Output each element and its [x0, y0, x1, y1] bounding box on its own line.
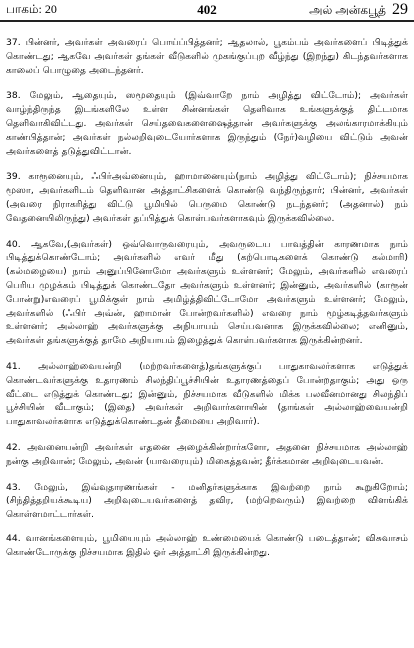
page-number: 402	[197, 2, 217, 17]
part-label: பாகம்: 20	[6, 2, 57, 16]
verse-40: 40. ஆகவே,(அவர்கள்) ஒவ்வொருவரையும், அவருடைய பாவத்தின் காரணமாக நாம் பிடித்துக்கொண்டோம்; அவர்களில் எவர் மீது (கற்பொடிகளைக் கொண்டு கல்மாரி) (கல்மழையை) நாம் அனுப்பினோமோ அவர்களும் உள்ளனர்; மேலும், அவர்களில் எவரைப் பெரிய முழக்கம் பிடித்துக் கொண்டதோ அவர்களும் உள்ளனர்; இன்னும், அவர்களில் (காரூன் போன்று)எவரைப் பூமிக்குள் நாம் அமிழ்த்திவிட்டோமோ அவர்களும் உள்ளனர்; மேலும், அவர்களில் (ஃபிர் அவ்ன், ஹாமான் போன்றவர்களில்) எவரை நாம் மூழ்கடித்தவர்களும் உள்ளனர்; அல்லாஹ் அவர்களுக்கு அநியாயம் செய்பவனாக இருக்கவில்லை; எனினும், அவர்கள் தங்களுக்குத் தாமே அநியாயம் இழைத்துக் கொள்பவர்களாக இருக்கின்றனர்.	[6, 238, 408, 347]
verse-43: 43. மேலும், இவ்வுதாரணங்கள் - மனிதர்களுக்காக இவற்றை நாம் கூறுகிறோம்; (சிந்தித்தறியக்கூடிய) அறிவுடையவர்களைத் தவிர, (மற்றெவரும்) இவற்றை விளங்கிக் கொள்ளமாட்டார்கள்.	[6, 481, 408, 521]
verse-39: 39. காரூனையும், ஃபிர்அவ்னையும், ஹாமானையும்(நாம் அழித்து விட்டோம்); நிச்சயமாக மூஸா, அவர்களிடம் தெளிவான அத்தாட்சிகளைக் கொண்டு வந்திருந்தார்; பின்னர், அவர்கள் (அவரை நிராகரித்து விட்டு பூமியில் பெருமை கொண்டு நடந்தனர்; (அதனால்) நம் வேதனையிலிருந்து) அவர்கள் தப்பித்துக் கொள்பவர்களாகவும் இருக்கவில்லை.	[6, 171, 408, 224]
verse-44: 44. வானங்களையும், பூமியையும் அல்லாஹ் உண்மையைக் கொண்டு படைத்தான்; விசுவாசம் கொண்டோருக்கு நிச்சயமாக இதில் ஓர் அத்தாட்சி இருக்கின்றது.	[6, 532, 408, 558]
verse-42: 42. அவனையன்றி அவர்கள் எதனை அழைக்கின்றார்களோ, அதனை நிச்சயமாக அல்லாஹ் நன்கு அறிவான்; மேலும், அவன் (யாவரையும்) மிகைத்தவன்; தீர்க்கமான அறிவுடையவன்.	[6, 441, 408, 467]
verse-38: 38. மேலும், ஆதையும், ஸமூதையும் (இவ்வாறே நாம் அழித்து விட்டோம்); அவர்கள் வாழ்ந்திருந்த இடங்களிலே உள்ள சின்னங்கள் தெளிவாக உங்களுக்குத் திட்டமாக தெளிவாகிவிட்டது. அவர்கள் செய்தவைகளைஷைத்தான் அவர்களுக்கு அலங்காரமாக்கியும் காண்பித்தான்; அவர்கள் நல்லறிவுடையோர்களாக இருந்தும் (நேர்)வழியை விட்டும் அவன் அவர்களைத் தடுத்துவிட்டான்.	[6, 90, 408, 157]
chapter-title: அல் அன்கபூத்	[309, 3, 386, 17]
chapter-number: 29	[392, 1, 408, 18]
page-header	[0, 0, 414, 22]
verse-content	[4, 36, 410, 644]
verse-37: 37. பின்னர், அவர்கள் அவரைப் பொய்ப்பித்தனர்; ஆதலால், பூகம்பம் அவர்களைப் பிடித்துக் கொண்டது; ஆகவே அவர்கள் தங்கள் வீடுகளில் முகங்குப்புற வீழ்ந்து (இறந்து) கிடந்தவர்களாக காலைப் பொழுதை அடைந்தனர்.	[6, 37, 408, 76]
chapter-heading	[309, 1, 408, 19]
verse-41: 41. அல்லாஹ்வையன்றி (மற்றவர்களைத்)தங்களுக்குப் பாதுகாவலர்களாக எடுத்துக் கொண்டவர்களுக்கு உதாரணம் சிலந்திப்பூச்சியின் உதாரணத்தைப் போன்றதாகும்; அது ஒரு வீட்டை எடுத்துக் கொண்டது; இன்னும், நிச்சயமாக வீடுகளில் மிக்க பலவீனமானது சிலந்திப் பூச்சியின் வீடாகும்; (இதை) அவர்கள் அறிவார்களாயின் (தாங்கள் அல்லாஹ்வையன்றி பாதுகாவலர்களாக எடுத்துக்கொண்டதன் தீமையை அறிவார்).	[6, 360, 408, 428]
